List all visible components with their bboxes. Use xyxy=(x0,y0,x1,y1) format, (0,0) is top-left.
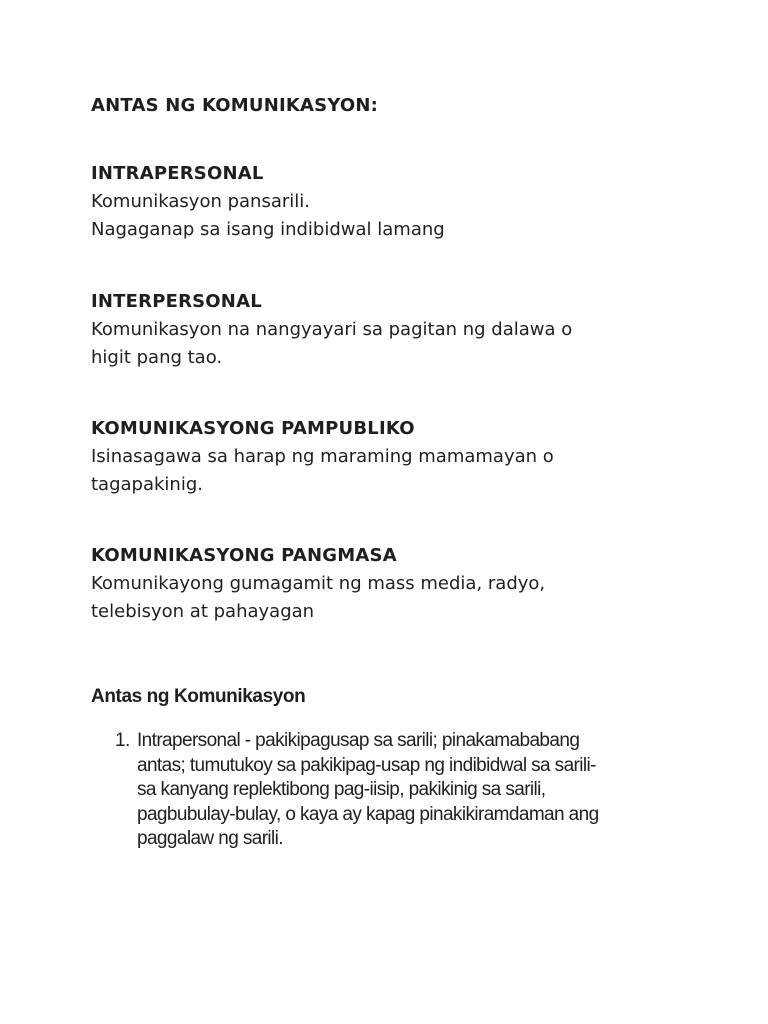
level-description xyxy=(91,188,691,244)
document-title: ANTAS NG KOMUNIKASYON: xyxy=(91,95,379,116)
list-item-line: sa kanyang replektibong pag-iisip, pakikinig sa sarili, xyxy=(137,779,546,800)
list-item-line: Intrapersonal - pakikipagusap sa sarili; pinakamababang xyxy=(137,730,580,751)
list-number: 1. xyxy=(115,730,130,751)
level-pangmasa xyxy=(91,542,691,626)
list-item-line: antas; tumutukoy sa pakikipag-usap ng indibidwal sa sarili- xyxy=(137,754,596,776)
level-description xyxy=(91,316,691,372)
description-line: tagapakinig. xyxy=(91,474,203,495)
level-interpersonal xyxy=(91,288,691,372)
level-heading: INTRAPERSONAL xyxy=(91,163,264,184)
level-intrapersonal xyxy=(91,160,691,244)
level-description xyxy=(91,570,691,626)
section-title: Antas ng Komunikasyon xyxy=(91,686,306,707)
level-heading: KOMUNIKASYONG PAMPUBLIKO xyxy=(91,418,415,439)
description-line: Komunikayong gumagamit ng mass media, radyo, xyxy=(91,573,546,594)
level-description xyxy=(91,443,691,499)
description-line: higit pang tao. xyxy=(91,347,223,368)
list-item xyxy=(115,729,675,852)
list-item-line: pagbubulay-bulay, o kaya ay kapag pinakikiramdaman ang xyxy=(137,803,599,825)
list-item-line: paggalaw ng sarili. xyxy=(137,828,283,849)
level-heading: INTERPERSONAL xyxy=(91,291,262,312)
description-line: Komunikasyon na nangyayari sa pagitan ng dalawa o xyxy=(91,319,573,340)
description-line: telebisyon at pahayagan xyxy=(91,601,315,622)
description-line: Nagaganap sa isang indibidwal lamang xyxy=(91,219,445,240)
level-pampubliko xyxy=(91,415,691,499)
description-line: Isinasagawa sa harap ng maraming mamamayan o xyxy=(91,446,554,467)
level-heading: KOMUNIKASYONG PANGMASA xyxy=(91,545,397,566)
numbered-list xyxy=(115,729,675,852)
description-line: Komunikasyon pansarili. xyxy=(91,191,310,212)
